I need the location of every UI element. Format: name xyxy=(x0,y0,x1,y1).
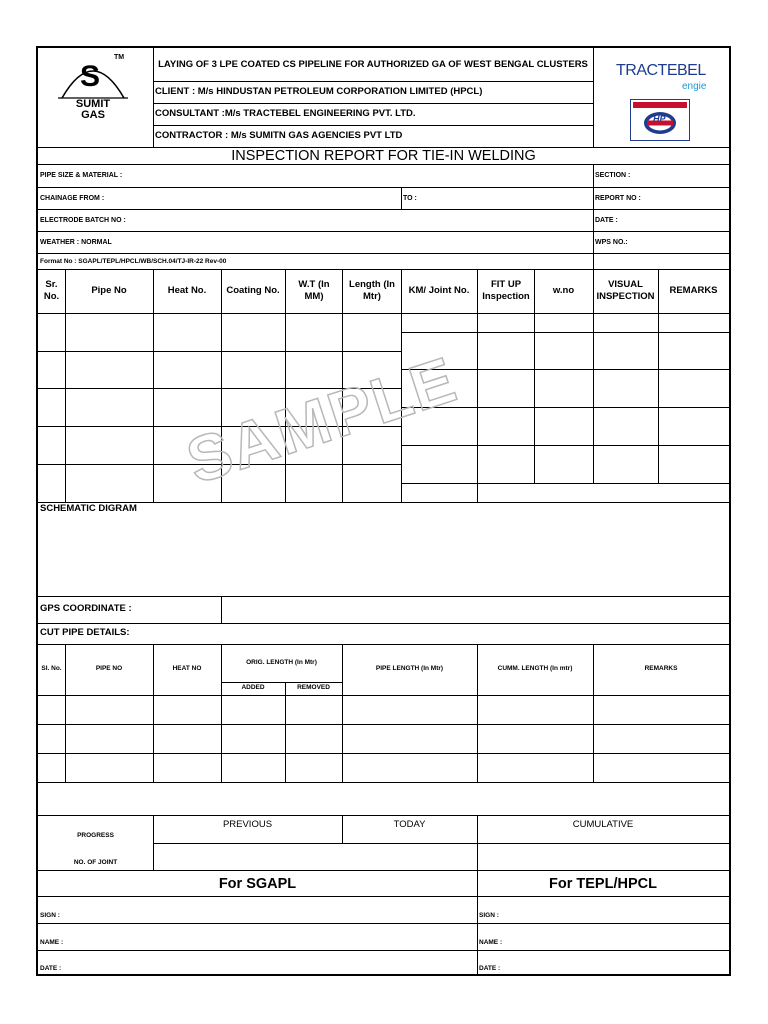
left-name-label: NAME : xyxy=(40,939,64,946)
cut-col-heat-no: HEAT NO xyxy=(172,665,202,673)
cut-col-removed: REMOVED xyxy=(297,684,330,692)
format-no: Format No : SGAPL/TEPL/HPCL/WB/SCH.04/TJ-IR-22 Rev-00 xyxy=(40,258,227,265)
weather-label: WEATHER : NORMAL xyxy=(40,239,112,246)
project-title: LAYING OF 3 LPE COATED CS PIPELINE FOR AUTHORIZED GA OF WEST BENGAL CLUSTERS xyxy=(158,58,588,70)
schematic-label: SCHEMATIC DIGRAM xyxy=(40,503,137,514)
col-km-joint: KM/ Joint No. xyxy=(408,285,470,297)
cut-col-pipe-no: PIPE NO xyxy=(95,665,123,673)
cut-col-orig-length: ORIG. LENGTH (In Mtr) xyxy=(246,658,317,666)
right-sign-label: SIGN : xyxy=(479,912,499,919)
engie-text: engie xyxy=(682,81,707,92)
sample-watermark: SAMPLE xyxy=(178,342,466,498)
hp-banner xyxy=(633,102,687,108)
col-sr-no: Sr. No. xyxy=(43,279,60,302)
inspection-report-form xyxy=(36,46,731,976)
progress-previous: PREVIOUS xyxy=(222,819,273,831)
progress-cumulative: CUMULATIVE xyxy=(572,819,634,831)
left-date-label: DATE : xyxy=(40,965,62,972)
col-fit-up: FIT UP Inspection xyxy=(482,279,530,302)
section-label: SECTION : xyxy=(595,172,631,179)
cut-col-remarks: REMARKS xyxy=(644,665,678,673)
col-pipe-no: Pipe No xyxy=(91,285,127,297)
no-of-joint-label: NO. OF JOINT xyxy=(73,858,118,866)
logo-line-1: SUMIT xyxy=(75,98,111,110)
col-wt: W.T (In MM) xyxy=(298,279,330,302)
col-w-no: w.no xyxy=(552,285,575,297)
for-sgapl-title: For SGAPL xyxy=(218,876,297,892)
logo-line-2: GAS xyxy=(81,109,105,121)
col-length: Length (In Mtr) xyxy=(349,279,395,302)
progress-today: TODAY xyxy=(393,819,426,831)
hp-text: HP xyxy=(653,114,666,124)
sumit-gas-logo xyxy=(38,48,153,147)
gps-label: GPS COORDINATE : xyxy=(40,603,132,614)
right-name-label: NAME : xyxy=(479,939,503,946)
electrode-label: ELECTRODE BATCH NO : xyxy=(40,217,126,224)
wps-label: WPS NO.: xyxy=(595,239,628,246)
pipe-size-label: PIPE SIZE & MATERIAL : xyxy=(40,172,123,179)
col-heat-no: Heat No. xyxy=(167,285,207,297)
logo-letter: S xyxy=(80,60,101,93)
client-line: CLIENT : M/s HINDUSTAN PETROLEUM CORPORATION LIMITED (HPCL) xyxy=(155,86,483,97)
cut-col-added: ADDED xyxy=(241,684,265,692)
consultant-line: CONSULTANT :M/s TRACTEBEL ENGINEERING PVT. LTD. xyxy=(155,108,416,119)
logo-tm: TM xyxy=(114,54,125,61)
schematic-area[interactable] xyxy=(38,516,729,596)
hp-logo xyxy=(630,99,690,141)
cut-col-cumm-length: CUMM. LENGTH (In mtr) xyxy=(497,665,573,673)
col-coating-no: Coating No. xyxy=(226,285,280,297)
cut-col-si-no: SI. No. xyxy=(41,665,62,673)
col-remarks: REMARKS xyxy=(669,285,718,297)
for-tepl-hpcl-title: For TEPL/HPCL xyxy=(549,876,657,892)
cut-pipe-label: CUT PIPE DETAILS: xyxy=(40,627,130,638)
cut-col-pipe-length: PIPE LENGTH (In Mtr) xyxy=(375,665,444,673)
tractebel-logo xyxy=(594,48,729,98)
tractebel-brand: TRACTEBEL xyxy=(616,62,706,79)
to-label: TO : xyxy=(403,195,417,202)
date-label: DATE : xyxy=(595,217,618,224)
report-no-label: REPORT NO : xyxy=(595,195,641,202)
report-title: INSPECTION REPORT FOR TIE-IN WELDING xyxy=(231,148,536,164)
right-date-label: DATE : xyxy=(479,965,501,972)
progress-label: PROGRESS xyxy=(77,831,114,839)
gps-coordinate-field[interactable] xyxy=(222,597,729,623)
chainage-label: CHAINAGE FROM : xyxy=(40,195,105,202)
left-sign-label: SIGN : xyxy=(40,912,60,919)
contractor-line: CONTRACTOR : M/s SUMITN GAS AGENCIES PVT LTD xyxy=(155,130,403,141)
col-visual: VISUAL INSPECTION xyxy=(596,279,655,302)
